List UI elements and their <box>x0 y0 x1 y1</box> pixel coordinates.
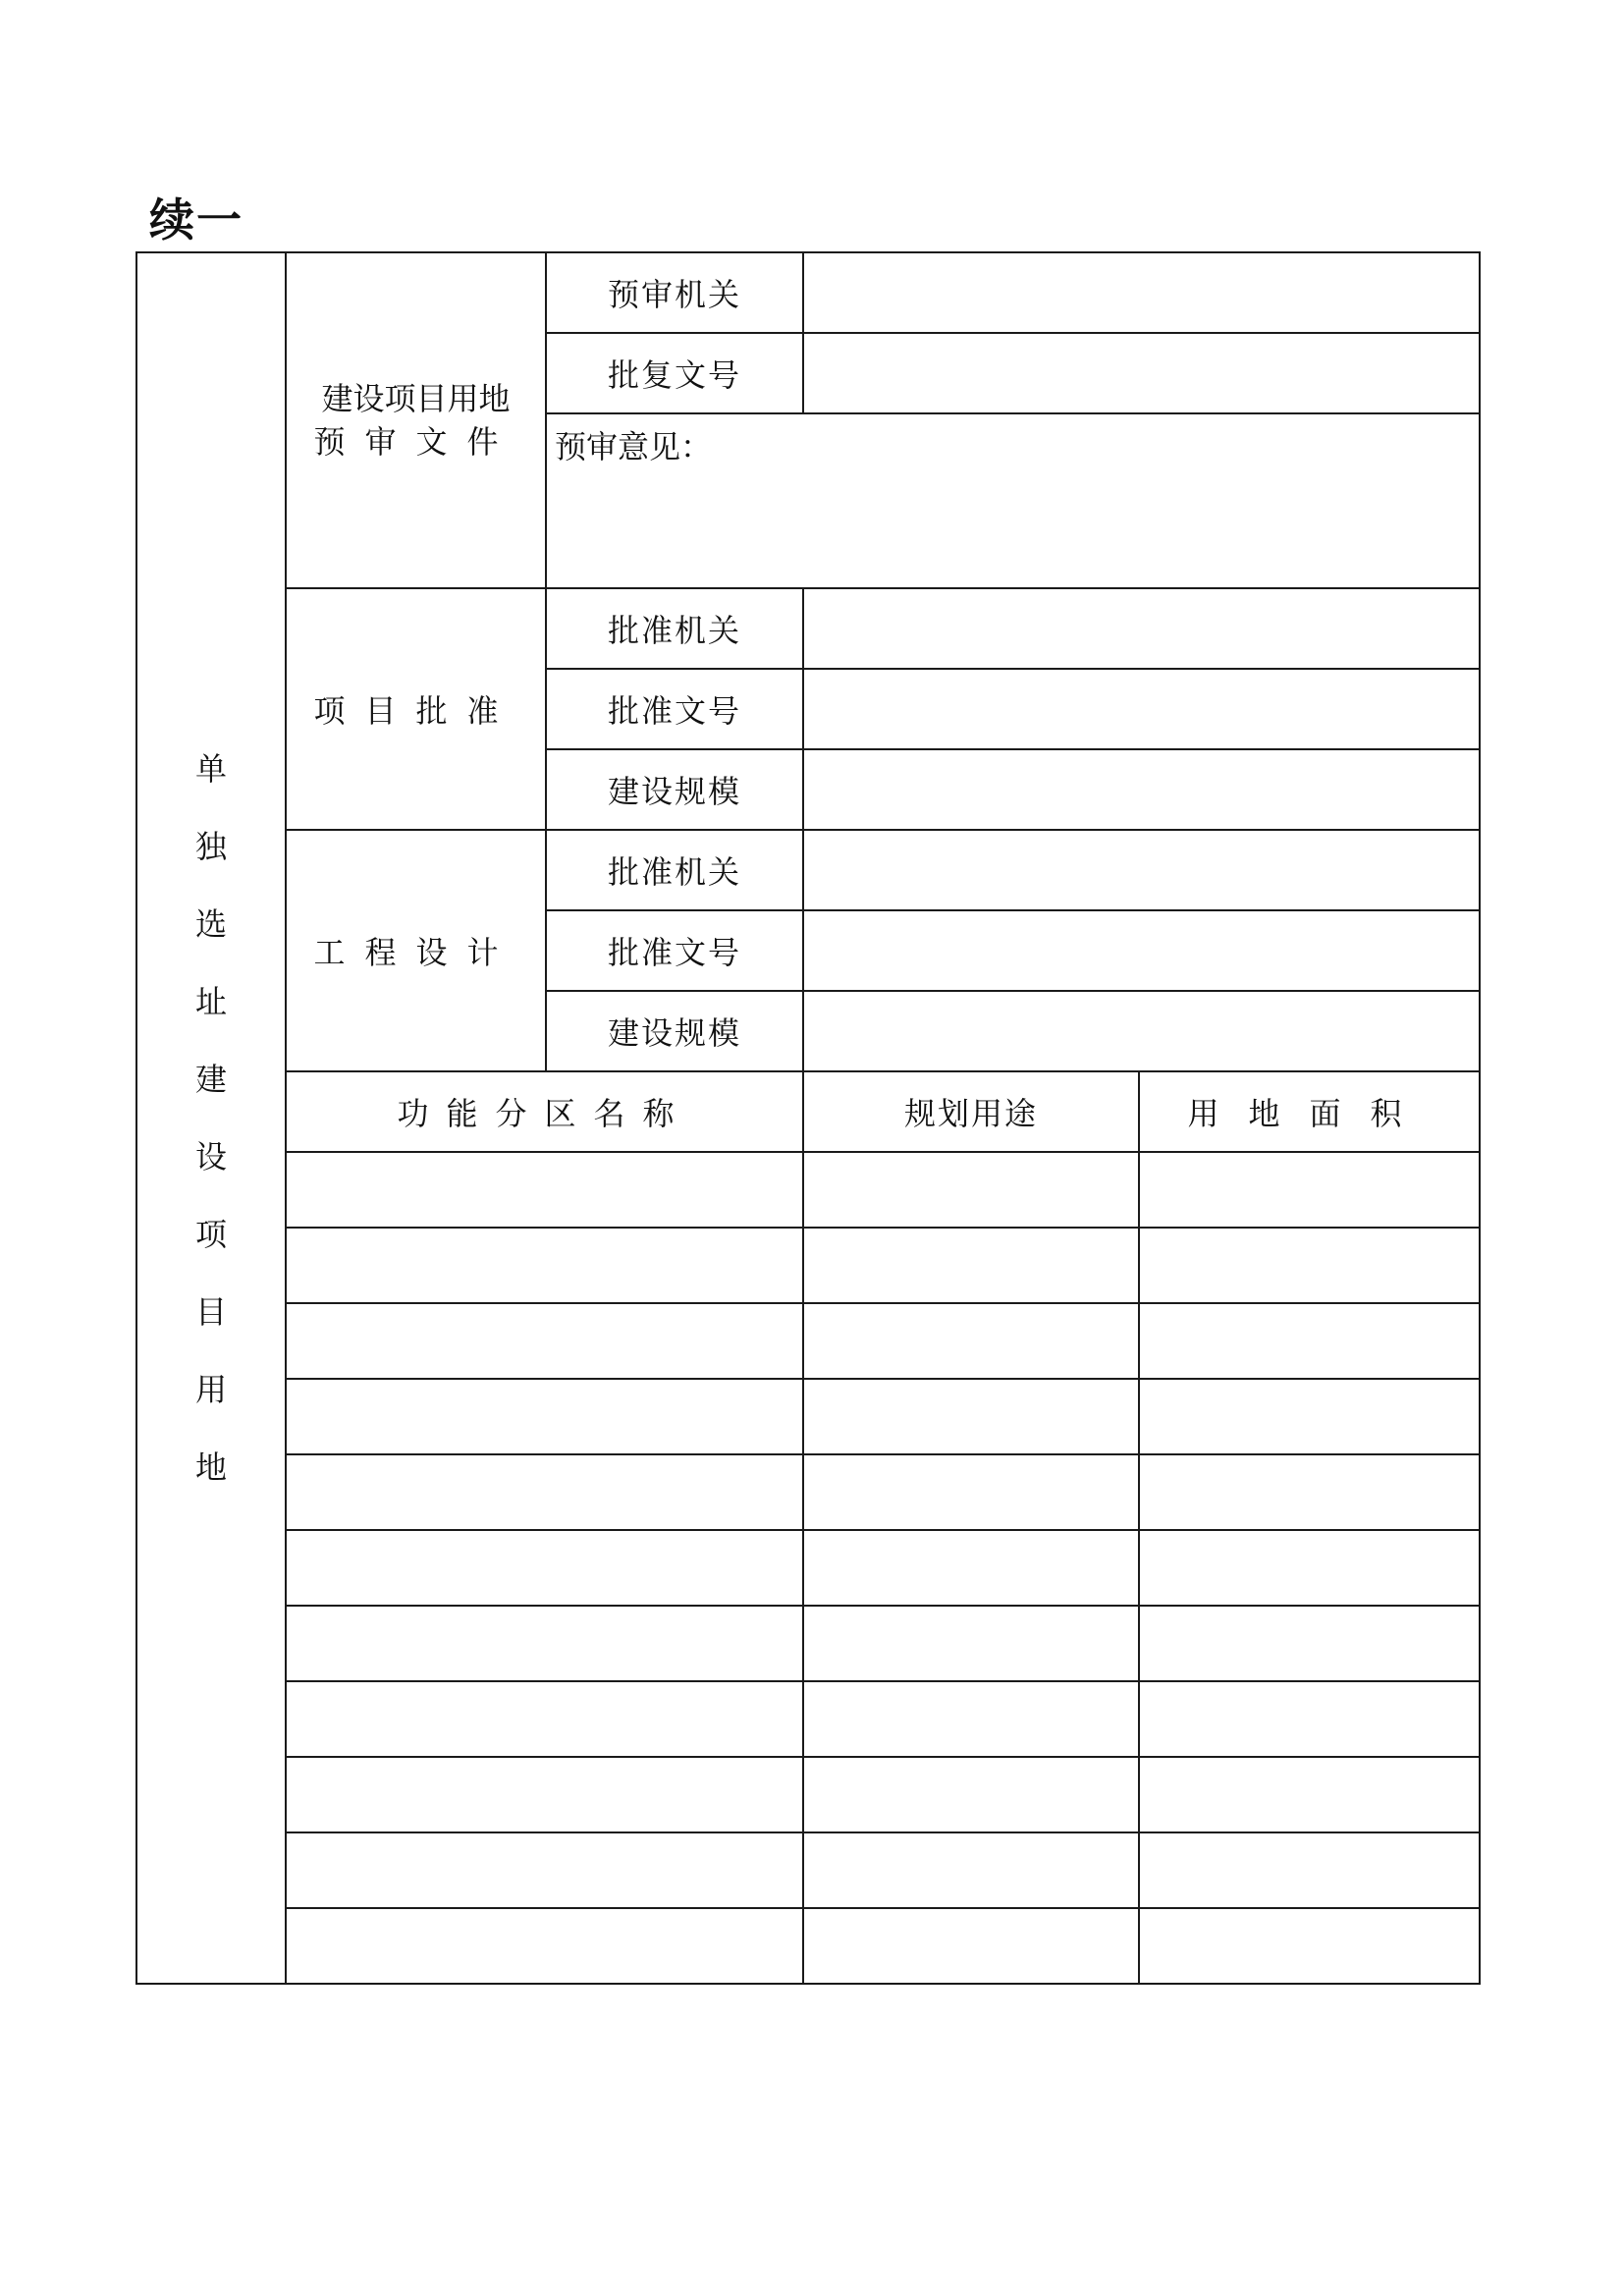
group-preapproval-documents <box>286 252 546 588</box>
land-area-field[interactable] <box>1139 1454 1480 1530</box>
zone-row <box>136 1228 1480 1303</box>
zone-row <box>136 1152 1480 1228</box>
planned-use-field[interactable] <box>803 1454 1139 1530</box>
preapproval-authority-label: 预审机关 <box>546 252 803 333</box>
planned-use-field[interactable] <box>803 1681 1139 1757</box>
land-area-field[interactable] <box>1139 1303 1480 1379</box>
side-title-char: 设 <box>194 1138 227 1175</box>
engineering-scale-label: 建设规模 <box>546 991 803 1071</box>
planned-use-field[interactable] <box>803 1757 1139 1832</box>
side-title-single-site-project-land <box>136 252 286 1984</box>
zone-name-field[interactable] <box>286 1379 803 1454</box>
side-title-char: 地 <box>194 1449 227 1486</box>
zone-name-field[interactable] <box>286 1530 803 1606</box>
project-approval-authority-field[interactable] <box>803 588 1480 669</box>
side-title-char: 建 <box>194 1061 227 1098</box>
planned-use-field[interactable] <box>803 1152 1139 1228</box>
land-area-field[interactable] <box>1139 1908 1480 1984</box>
planned-use-field[interactable] <box>803 1379 1139 1454</box>
land-area-field[interactable] <box>1139 1152 1480 1228</box>
zone-row <box>136 1530 1480 1606</box>
zone-name-field[interactable] <box>286 1606 803 1681</box>
land-area-field[interactable] <box>1139 1757 1480 1832</box>
engineering-doc-number-label: 批准文号 <box>546 910 803 991</box>
planned-use-field[interactable] <box>803 1908 1139 1984</box>
zone-row <box>136 1832 1480 1908</box>
zone-name-field[interactable] <box>286 1908 803 1984</box>
zone-name-field[interactable] <box>286 1757 803 1832</box>
project-approval-authority-label: 批准机关 <box>546 588 803 669</box>
approval-doc-number-label: 批复文号 <box>546 333 803 413</box>
project-approval-doc-number-label: 批准文号 <box>546 669 803 749</box>
zone-name-field[interactable] <box>286 1832 803 1908</box>
side-title-char: 用 <box>194 1371 227 1408</box>
land-area-field[interactable] <box>1139 1530 1480 1606</box>
planned-use-field[interactable] <box>803 1228 1139 1303</box>
zone-name-field[interactable] <box>286 1681 803 1757</box>
side-title-char: 址 <box>194 983 227 1020</box>
zone-row <box>136 1303 1480 1379</box>
zone-row <box>136 1681 1480 1757</box>
land-area-field[interactable] <box>1139 1606 1480 1681</box>
zone-row <box>136 1379 1480 1454</box>
side-title-char: 单 <box>194 750 227 788</box>
side-title-char: 目 <box>194 1293 227 1331</box>
preapproval-opinion-label: 预审意见： <box>555 428 713 465</box>
zone-row <box>136 1757 1480 1832</box>
engineering-authority-label: 批准机关 <box>546 830 803 910</box>
side-title-char: 选 <box>194 905 227 943</box>
planned-use-field[interactable] <box>803 1832 1139 1908</box>
header-planned-use: 规划用途 <box>803 1071 1139 1152</box>
zone-name-field[interactable] <box>286 1228 803 1303</box>
zone-row <box>136 1454 1480 1530</box>
group-engineering-design: 工程设计 <box>286 830 546 1071</box>
side-title-char: 项 <box>194 1216 227 1253</box>
engineering-doc-number-field[interactable] <box>803 910 1480 991</box>
project-approval-doc-number-field[interactable] <box>803 669 1480 749</box>
approval-doc-number-field[interactable] <box>803 333 1480 413</box>
land-area-field[interactable] <box>1139 1832 1480 1908</box>
land-area-field[interactable] <box>1139 1228 1480 1303</box>
group-project-approval: 项目批准 <box>286 588 546 830</box>
project-approval-scale-field[interactable] <box>803 749 1480 830</box>
preapproval-opinion-field[interactable] <box>546 413 1480 588</box>
zone-name-field[interactable] <box>286 1303 803 1379</box>
land-use-form-table <box>135 251 1481 1985</box>
side-title-char: 独 <box>194 828 227 865</box>
zone-row <box>136 1908 1480 1984</box>
land-area-field[interactable] <box>1139 1379 1480 1454</box>
engineering-scale-field[interactable] <box>803 991 1480 1071</box>
group-label-line2: 预审文件 <box>313 423 518 461</box>
group-label-line1: 建设项目用地 <box>321 380 511 417</box>
land-area-field[interactable] <box>1139 1681 1480 1757</box>
zone-name-field[interactable] <box>286 1152 803 1228</box>
planned-use-field[interactable] <box>803 1606 1139 1681</box>
header-land-area: 用地面积 <box>1139 1071 1480 1152</box>
zone-row <box>136 1606 1480 1681</box>
preapproval-authority-field[interactable] <box>803 252 1480 333</box>
page-heading: 续一 <box>149 193 243 246</box>
project-approval-scale-label: 建设规模 <box>546 749 803 830</box>
planned-use-field[interactable] <box>803 1530 1139 1606</box>
engineering-authority-field[interactable] <box>803 830 1480 910</box>
planned-use-field[interactable] <box>803 1303 1139 1379</box>
header-zone-name: 功能分区名称 <box>286 1071 803 1152</box>
zone-name-field[interactable] <box>286 1454 803 1530</box>
